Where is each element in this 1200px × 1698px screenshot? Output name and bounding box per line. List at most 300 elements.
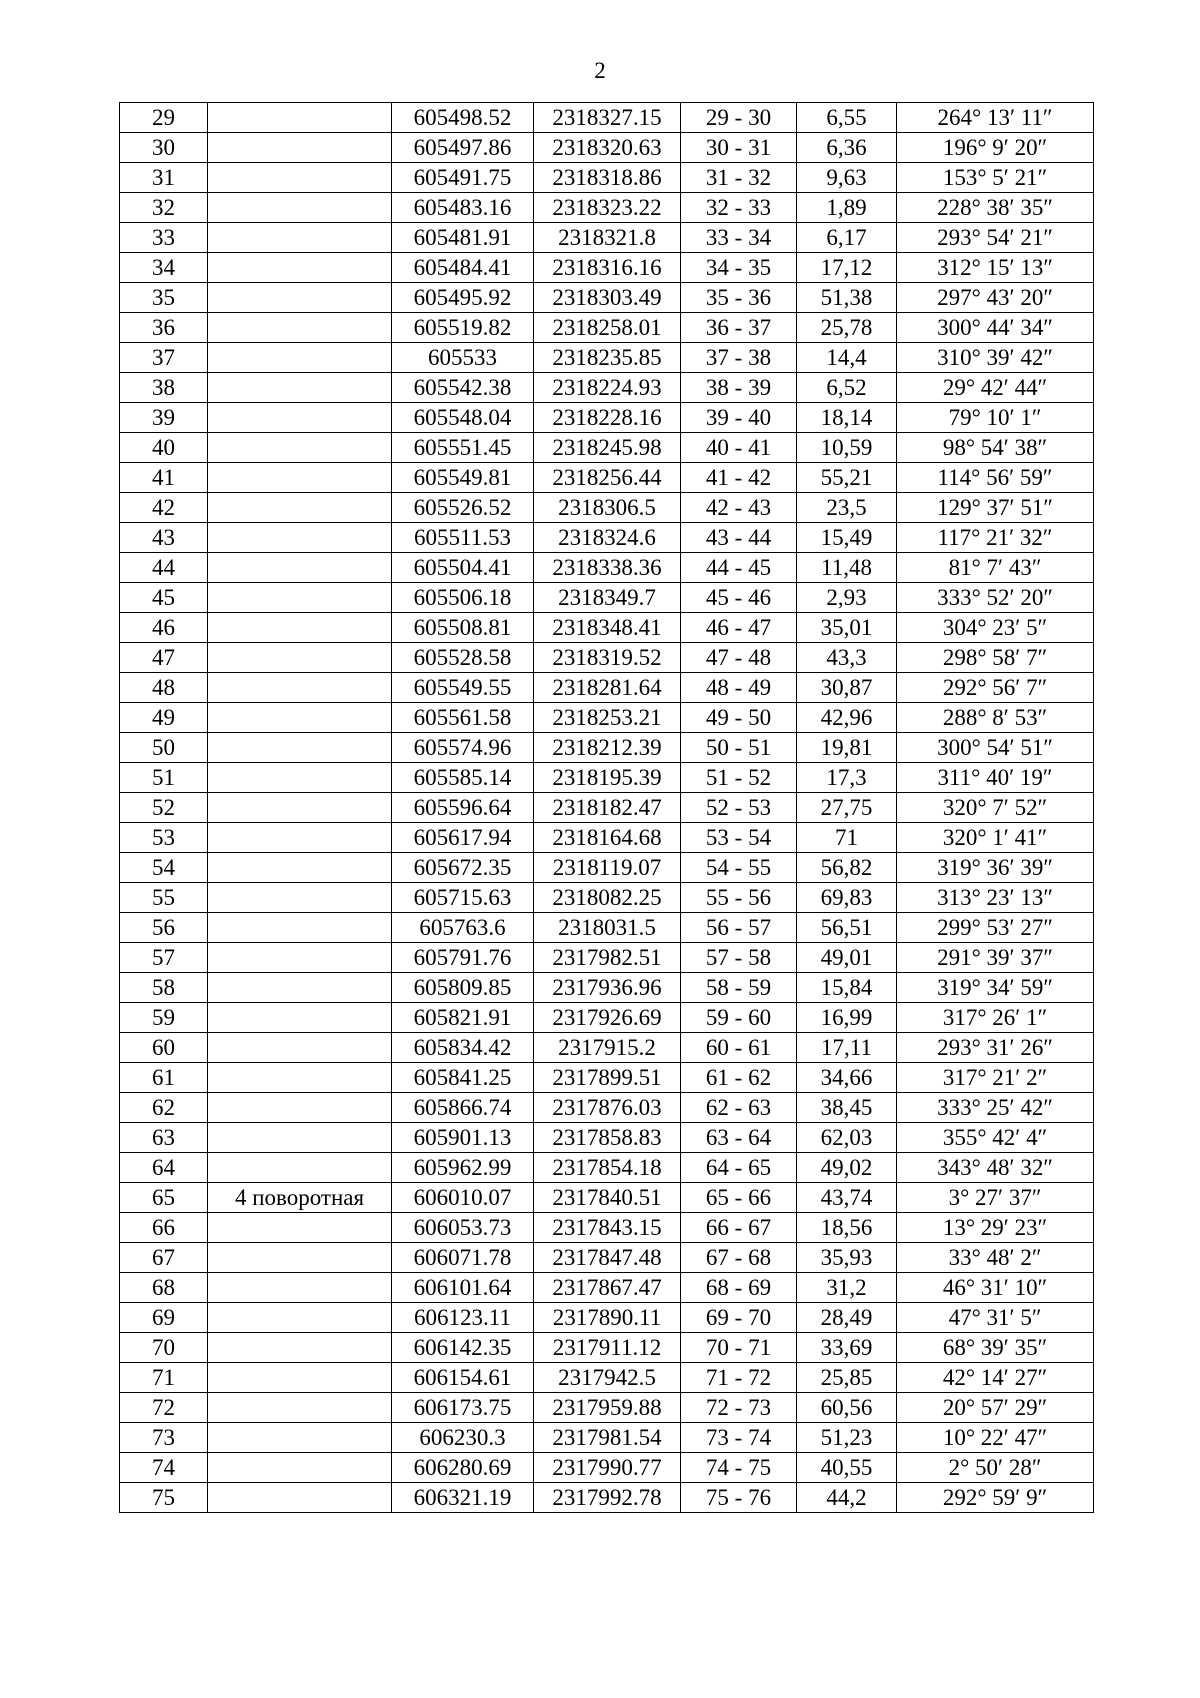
point-number-cell: 42: [120, 493, 208, 523]
table-row: [120, 1123, 1094, 1153]
table-row: [120, 583, 1094, 613]
length-cell: 51,38: [797, 283, 897, 313]
page-number: 2: [594, 58, 606, 83]
length-cell: 11,48: [797, 553, 897, 583]
segment-cell: 57 - 58: [681, 943, 797, 973]
point-number-cell: 40: [120, 433, 208, 463]
segment-cell: 59 - 60: [681, 1003, 797, 1033]
direction-angle-cell: 10° 22′ 47″: [897, 1423, 1094, 1453]
segment-cell: 68 - 69: [681, 1273, 797, 1303]
point-number-cell: 73: [120, 1423, 208, 1453]
x-coordinate-cell: 605551.45: [392, 433, 534, 463]
point-number-cell: 31: [120, 163, 208, 193]
x-coordinate-cell: 605617.94: [392, 823, 534, 853]
x-coordinate-cell: 605511.53: [392, 523, 534, 553]
point-type-cell: [208, 1123, 392, 1153]
direction-angle-cell: 47° 31′ 5″: [897, 1303, 1094, 1333]
direction-angle-cell: 292° 59′ 9″: [897, 1483, 1094, 1513]
x-coordinate-cell: 606071.78: [392, 1243, 534, 1273]
point-number-cell: 46: [120, 613, 208, 643]
point-number-cell: 69: [120, 1303, 208, 1333]
segment-cell: 44 - 45: [681, 553, 797, 583]
segment-cell: 70 - 71: [681, 1333, 797, 1363]
direction-angle-cell: 300° 54′ 51″: [897, 733, 1094, 763]
direction-angle-cell: 317° 21′ 2″: [897, 1063, 1094, 1093]
length-cell: 6,36: [797, 133, 897, 163]
x-coordinate-cell: 605866.74: [392, 1093, 534, 1123]
length-cell: 35,01: [797, 613, 897, 643]
segment-cell: 56 - 57: [681, 913, 797, 943]
segment-cell: 43 - 44: [681, 523, 797, 553]
table-row: [120, 913, 1094, 943]
x-coordinate-cell: 605715.63: [392, 883, 534, 913]
length-cell: 33,69: [797, 1333, 897, 1363]
y-coordinate-cell: 2318281.64: [534, 673, 681, 703]
x-coordinate-cell: 606101.64: [392, 1273, 534, 1303]
point-type-cell: [208, 1033, 392, 1063]
y-coordinate-cell: 2317915.2: [534, 1033, 681, 1063]
segment-cell: 58 - 59: [681, 973, 797, 1003]
table-row: [120, 853, 1094, 883]
direction-angle-cell: 288° 8′ 53″: [897, 703, 1094, 733]
length-cell: 18,14: [797, 403, 897, 433]
segment-cell: 74 - 75: [681, 1453, 797, 1483]
length-cell: 69,83: [797, 883, 897, 913]
coordinates-table: [119, 102, 1094, 1513]
table-row: [120, 613, 1094, 643]
y-coordinate-cell: 2318258.01: [534, 313, 681, 343]
point-number-cell: 64: [120, 1153, 208, 1183]
segment-cell: 37 - 38: [681, 343, 797, 373]
segment-cell: 46 - 47: [681, 613, 797, 643]
segment-cell: 41 - 42: [681, 463, 797, 493]
table-row: [120, 883, 1094, 913]
point-type-cell: [208, 823, 392, 853]
y-coordinate-cell: 2318306.5: [534, 493, 681, 523]
direction-angle-cell: 333° 52′ 20″: [897, 583, 1094, 613]
segment-cell: 42 - 43: [681, 493, 797, 523]
table-row: [120, 1423, 1094, 1453]
y-coordinate-cell: 2317982.51: [534, 943, 681, 973]
direction-angle-cell: 293° 54′ 21″: [897, 223, 1094, 253]
length-cell: 51,23: [797, 1423, 897, 1453]
x-coordinate-cell: 606053.73: [392, 1213, 534, 1243]
y-coordinate-cell: 2318338.36: [534, 553, 681, 583]
point-type-cell: [208, 373, 392, 403]
table-row: [120, 1063, 1094, 1093]
table-row: [120, 433, 1094, 463]
direction-angle-cell: 114° 56′ 59″: [897, 463, 1094, 493]
x-coordinate-cell: 605672.35: [392, 853, 534, 883]
x-coordinate-cell: 605542.38: [392, 373, 534, 403]
segment-cell: 60 - 61: [681, 1033, 797, 1063]
y-coordinate-cell: 2318349.7: [534, 583, 681, 613]
y-coordinate-cell: 2317876.03: [534, 1093, 681, 1123]
segment-cell: 36 - 37: [681, 313, 797, 343]
point-type-cell: [208, 643, 392, 673]
x-coordinate-cell: 605834.42: [392, 1033, 534, 1063]
x-coordinate-cell: 605596.64: [392, 793, 534, 823]
point-type-cell: [208, 1363, 392, 1393]
point-type-cell: [208, 313, 392, 343]
y-coordinate-cell: 2318245.98: [534, 433, 681, 463]
point-number-cell: 74: [120, 1453, 208, 1483]
length-cell: 23,5: [797, 493, 897, 523]
length-cell: 17,3: [797, 763, 897, 793]
y-coordinate-cell: 2318256.44: [534, 463, 681, 493]
point-number-cell: 52: [120, 793, 208, 823]
point-type-cell: [208, 223, 392, 253]
point-number-cell: 47: [120, 643, 208, 673]
length-cell: 25,78: [797, 313, 897, 343]
segment-cell: 31 - 32: [681, 163, 797, 193]
y-coordinate-cell: 2317854.18: [534, 1153, 681, 1183]
y-coordinate-cell: 2318319.52: [534, 643, 681, 673]
x-coordinate-cell: 605483.16: [392, 193, 534, 223]
segment-cell: 38 - 39: [681, 373, 797, 403]
table-row: [120, 523, 1094, 553]
y-coordinate-cell: 2317867.47: [534, 1273, 681, 1303]
table-row: [120, 823, 1094, 853]
point-type-cell: [208, 703, 392, 733]
point-type-cell: [208, 1153, 392, 1183]
direction-angle-cell: 293° 31′ 26″: [897, 1033, 1094, 1063]
x-coordinate-cell: 605497.86: [392, 133, 534, 163]
segment-cell: 72 - 73: [681, 1393, 797, 1423]
point-type-cell: [208, 1273, 392, 1303]
direction-angle-cell: 264° 13′ 11″: [897, 103, 1094, 133]
point-type-cell: [208, 733, 392, 763]
y-coordinate-cell: 2317936.96: [534, 973, 681, 1003]
segment-cell: 34 - 35: [681, 253, 797, 283]
point-type-cell: [208, 883, 392, 913]
x-coordinate-cell: 605519.82: [392, 313, 534, 343]
y-coordinate-cell: 2318119.07: [534, 853, 681, 883]
point-number-cell: 72: [120, 1393, 208, 1423]
y-coordinate-cell: 2318195.39: [534, 763, 681, 793]
length-cell: 60,56: [797, 1393, 897, 1423]
point-type-cell: [208, 793, 392, 823]
y-coordinate-cell: 2318324.6: [534, 523, 681, 553]
point-number-cell: 71: [120, 1363, 208, 1393]
table-row: [120, 1453, 1094, 1483]
y-coordinate-cell: 2318224.93: [534, 373, 681, 403]
x-coordinate-cell: 605763.6: [392, 913, 534, 943]
point-number-cell: 53: [120, 823, 208, 853]
segment-cell: 69 - 70: [681, 1303, 797, 1333]
point-type-cell: [208, 523, 392, 553]
length-cell: 25,85: [797, 1363, 897, 1393]
length-cell: 43,74: [797, 1183, 897, 1213]
direction-angle-cell: 20° 57′ 29″: [897, 1393, 1094, 1423]
point-type-cell: 4 поворотная: [208, 1183, 392, 1213]
direction-angle-cell: 42° 14′ 27″: [897, 1363, 1094, 1393]
point-number-cell: 48: [120, 673, 208, 703]
table-row: [120, 673, 1094, 703]
length-cell: 10,59: [797, 433, 897, 463]
point-number-cell: 68: [120, 1273, 208, 1303]
direction-angle-cell: 298° 58′ 7″: [897, 643, 1094, 673]
x-coordinate-cell: 606173.75: [392, 1393, 534, 1423]
segment-cell: 65 - 66: [681, 1183, 797, 1213]
table-row: [120, 1273, 1094, 1303]
x-coordinate-cell: 605504.41: [392, 553, 534, 583]
segment-cell: 66 - 67: [681, 1213, 797, 1243]
table-row: [120, 283, 1094, 313]
point-type-cell: [208, 1303, 392, 1333]
x-coordinate-cell: 606142.35: [392, 1333, 534, 1363]
length-cell: 30,87: [797, 673, 897, 703]
table-row: [120, 1153, 1094, 1183]
direction-angle-cell: 117° 21′ 32″: [897, 523, 1094, 553]
direction-angle-cell: 304° 23′ 5″: [897, 613, 1094, 643]
length-cell: 44,2: [797, 1483, 897, 1513]
point-number-cell: 56: [120, 913, 208, 943]
point-type-cell: [208, 763, 392, 793]
point-number-cell: 41: [120, 463, 208, 493]
point-type-cell: [208, 1243, 392, 1273]
direction-angle-cell: 46° 31′ 10″: [897, 1273, 1094, 1303]
length-cell: 71: [797, 823, 897, 853]
point-type-cell: [208, 1063, 392, 1093]
y-coordinate-cell: 2318164.68: [534, 823, 681, 853]
y-coordinate-cell: 2318303.49: [534, 283, 681, 313]
table-row: [120, 373, 1094, 403]
point-type-cell: [208, 1213, 392, 1243]
point-type-cell: [208, 253, 392, 283]
segment-cell: 62 - 63: [681, 1093, 797, 1123]
point-type-cell: [208, 133, 392, 163]
x-coordinate-cell: 606321.19: [392, 1483, 534, 1513]
table-row: [120, 1483, 1094, 1513]
point-number-cell: 60: [120, 1033, 208, 1063]
point-number-cell: 54: [120, 853, 208, 883]
direction-angle-cell: 3° 27′ 37″: [897, 1183, 1094, 1213]
length-cell: 19,81: [797, 733, 897, 763]
length-cell: 14,4: [797, 343, 897, 373]
segment-cell: 47 - 48: [681, 643, 797, 673]
point-number-cell: 59: [120, 1003, 208, 1033]
segment-cell: 71 - 72: [681, 1363, 797, 1393]
length-cell: 31,2: [797, 1273, 897, 1303]
direction-angle-cell: 312° 15′ 13″: [897, 253, 1094, 283]
x-coordinate-cell: 606280.69: [392, 1453, 534, 1483]
x-coordinate-cell: 605821.91: [392, 1003, 534, 1033]
point-number-cell: 51: [120, 763, 208, 793]
table-row: [120, 253, 1094, 283]
y-coordinate-cell: 2318348.41: [534, 613, 681, 643]
table-row: [120, 1303, 1094, 1333]
point-number-cell: 30: [120, 133, 208, 163]
y-coordinate-cell: 2318316.16: [534, 253, 681, 283]
direction-angle-cell: 291° 39′ 37″: [897, 943, 1094, 973]
x-coordinate-cell: 605549.81: [392, 463, 534, 493]
table-row: [120, 943, 1094, 973]
length-cell: 43,3: [797, 643, 897, 673]
length-cell: 27,75: [797, 793, 897, 823]
point-type-cell: [208, 673, 392, 703]
table-row: [120, 133, 1094, 163]
point-type-cell: [208, 973, 392, 1003]
table-row: [120, 553, 1094, 583]
x-coordinate-cell: 605561.58: [392, 703, 534, 733]
direction-angle-cell: 2° 50′ 28″: [897, 1453, 1094, 1483]
point-type-cell: [208, 1333, 392, 1363]
point-number-cell: 70: [120, 1333, 208, 1363]
segment-cell: 67 - 68: [681, 1243, 797, 1273]
length-cell: 28,49: [797, 1303, 897, 1333]
x-coordinate-cell: 605585.14: [392, 763, 534, 793]
point-type-cell: [208, 403, 392, 433]
segment-cell: 32 - 33: [681, 193, 797, 223]
y-coordinate-cell: 2317959.88: [534, 1393, 681, 1423]
table-row: [120, 493, 1094, 523]
length-cell: 34,66: [797, 1063, 897, 1093]
table-row: [120, 1393, 1094, 1423]
point-number-cell: 61: [120, 1063, 208, 1093]
x-coordinate-cell: 605533: [392, 343, 534, 373]
segment-cell: 48 - 49: [681, 673, 797, 703]
point-type-cell: [208, 583, 392, 613]
point-type-cell: [208, 553, 392, 583]
x-coordinate-cell: 605548.04: [392, 403, 534, 433]
y-coordinate-cell: 2318318.86: [534, 163, 681, 193]
direction-angle-cell: 196° 9′ 20″: [897, 133, 1094, 163]
length-cell: 49,01: [797, 943, 897, 973]
x-coordinate-cell: 606230.3: [392, 1423, 534, 1453]
length-cell: 40,55: [797, 1453, 897, 1483]
x-coordinate-cell: 606010.07: [392, 1183, 534, 1213]
length-cell: 17,12: [797, 253, 897, 283]
x-coordinate-cell: 605506.18: [392, 583, 534, 613]
x-coordinate-cell: 605841.25: [392, 1063, 534, 1093]
direction-angle-cell: 311° 40′ 19″: [897, 763, 1094, 793]
length-cell: 6,17: [797, 223, 897, 253]
segment-cell: 63 - 64: [681, 1123, 797, 1153]
y-coordinate-cell: 2317890.11: [534, 1303, 681, 1333]
table-row: [120, 1333, 1094, 1363]
point-number-cell: 58: [120, 973, 208, 1003]
table-row: [120, 1243, 1094, 1273]
segment-cell: 30 - 31: [681, 133, 797, 163]
direction-angle-cell: 33° 48′ 2″: [897, 1243, 1094, 1273]
y-coordinate-cell: 2318228.16: [534, 403, 681, 433]
direction-angle-cell: 313° 23′ 13″: [897, 883, 1094, 913]
table-row: [120, 103, 1094, 133]
y-coordinate-cell: 2317843.15: [534, 1213, 681, 1243]
segment-cell: 29 - 30: [681, 103, 797, 133]
segment-cell: 75 - 76: [681, 1483, 797, 1513]
direction-angle-cell: 319° 34′ 59″: [897, 973, 1094, 1003]
y-coordinate-cell: 2317981.54: [534, 1423, 681, 1453]
segment-cell: 61 - 62: [681, 1063, 797, 1093]
y-coordinate-cell: 2317911.12: [534, 1333, 681, 1363]
y-coordinate-cell: 2318321.8: [534, 223, 681, 253]
table-row: [120, 1093, 1094, 1123]
point-number-cell: 62: [120, 1093, 208, 1123]
segment-cell: 73 - 74: [681, 1423, 797, 1453]
y-coordinate-cell: 2317840.51: [534, 1183, 681, 1213]
point-type-cell: [208, 1093, 392, 1123]
table-body: [120, 103, 1094, 1513]
segment-cell: 55 - 56: [681, 883, 797, 913]
x-coordinate-cell: 606154.61: [392, 1363, 534, 1393]
table-row: [120, 763, 1094, 793]
y-coordinate-cell: 2317926.69: [534, 1003, 681, 1033]
point-number-cell: 65: [120, 1183, 208, 1213]
direction-angle-cell: 320° 1′ 41″: [897, 823, 1094, 853]
segment-cell: 39 - 40: [681, 403, 797, 433]
point-type-cell: [208, 1003, 392, 1033]
x-coordinate-cell: 605526.52: [392, 493, 534, 523]
point-type-cell: [208, 943, 392, 973]
x-coordinate-cell: 605481.91: [392, 223, 534, 253]
y-coordinate-cell: 2317992.78: [534, 1483, 681, 1513]
point-type-cell: [208, 283, 392, 313]
point-number-cell: 36: [120, 313, 208, 343]
table-row: [120, 1183, 1094, 1213]
point-type-cell: [208, 1453, 392, 1483]
point-number-cell: 34: [120, 253, 208, 283]
direction-angle-cell: 299° 53′ 27″: [897, 913, 1094, 943]
length-cell: 56,51: [797, 913, 897, 943]
table-row: [120, 733, 1094, 763]
y-coordinate-cell: 2318253.21: [534, 703, 681, 733]
y-coordinate-cell: 2318235.85: [534, 343, 681, 373]
table-row: [120, 793, 1094, 823]
point-type-cell: [208, 913, 392, 943]
point-number-cell: 67: [120, 1243, 208, 1273]
direction-angle-cell: 317° 26′ 1″: [897, 1003, 1094, 1033]
table-row: [120, 1003, 1094, 1033]
length-cell: 15,84: [797, 973, 897, 1003]
y-coordinate-cell: 2318182.47: [534, 793, 681, 823]
point-type-cell: [208, 613, 392, 643]
point-number-cell: 50: [120, 733, 208, 763]
x-coordinate-cell: 605484.41: [392, 253, 534, 283]
x-coordinate-cell: 605791.76: [392, 943, 534, 973]
length-cell: 18,56: [797, 1213, 897, 1243]
y-coordinate-cell: 2318320.63: [534, 133, 681, 163]
point-number-cell: 44: [120, 553, 208, 583]
x-coordinate-cell: 605495.92: [392, 283, 534, 313]
x-coordinate-cell: 605574.96: [392, 733, 534, 763]
length-cell: 49,02: [797, 1153, 897, 1183]
point-number-cell: 45: [120, 583, 208, 613]
point-number-cell: 57: [120, 943, 208, 973]
length-cell: 35,93: [797, 1243, 897, 1273]
table-row: [120, 463, 1094, 493]
segment-cell: 52 - 53: [681, 793, 797, 823]
y-coordinate-cell: 2318031.5: [534, 913, 681, 943]
table-row: [120, 643, 1094, 673]
point-type-cell: [208, 463, 392, 493]
table-row: [120, 1363, 1094, 1393]
direction-angle-cell: 228° 38′ 35″: [897, 193, 1094, 223]
point-type-cell: [208, 1483, 392, 1513]
direction-angle-cell: 320° 7′ 52″: [897, 793, 1094, 823]
segment-cell: 51 - 52: [681, 763, 797, 793]
table-row: [120, 163, 1094, 193]
length-cell: 1,89: [797, 193, 897, 223]
point-type-cell: [208, 163, 392, 193]
length-cell: 62,03: [797, 1123, 897, 1153]
table-row: [120, 1033, 1094, 1063]
x-coordinate-cell: 605508.81: [392, 613, 534, 643]
point-type-cell: [208, 853, 392, 883]
point-type-cell: [208, 493, 392, 523]
table-row: [120, 403, 1094, 433]
